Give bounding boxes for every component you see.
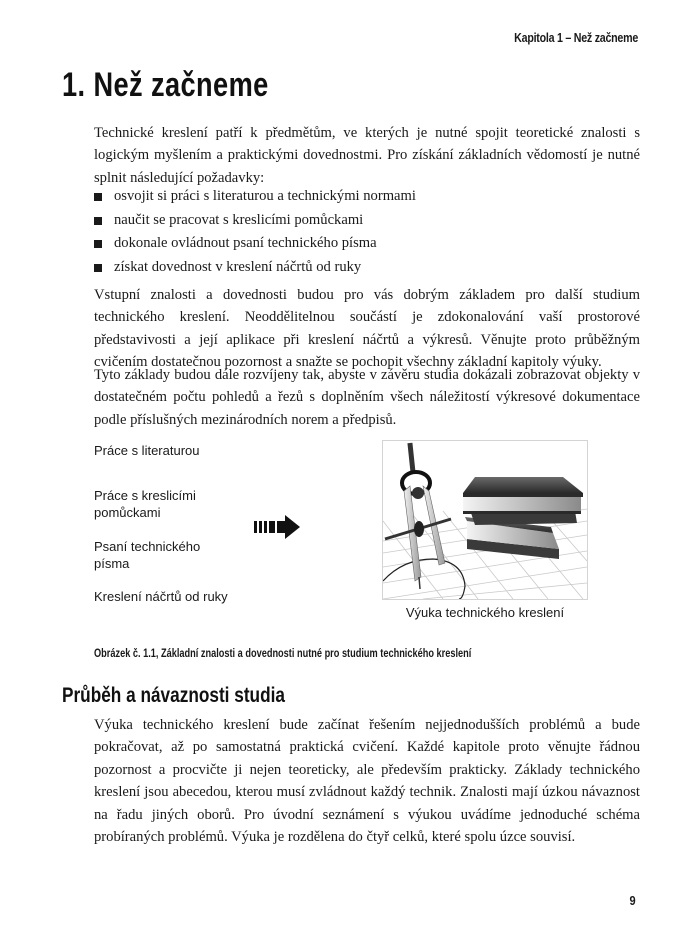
- list-item-text: dokonale ovládnout psaní technického písma: [114, 235, 377, 251]
- illustration-caption: Výuka technického kreslení: [405, 605, 565, 620]
- square-bullet-icon: [94, 193, 102, 201]
- list-item: [94, 232, 416, 256]
- intro-paragraph: Technické kreslení patří k předmětům, ve kterých je nutné spojit teoretické znalosti s logickým myšlením a praktickými dovednostmi. Pro získání základních vědomostí je nutné splnit následující požadavky:: [94, 125, 640, 186]
- chapter-title: 1. Než začneme: [62, 66, 269, 104]
- list-item: [94, 209, 416, 233]
- list-item-text: získat dovednost v kreslení náčrtů od ruky: [114, 258, 362, 275]
- figure-skill-item: Práce s literaturou: [94, 443, 200, 458]
- list-item: [94, 185, 416, 209]
- square-bullet-icon: [94, 264, 102, 272]
- illustration-graphic: [383, 441, 587, 599]
- paragraph-development: Tyto základy budou dále rozvíjeny tak, abyste v závěru studia dokázali zobrazovat objekty v dostatečném počtu pohledů a řezů s doplněním všech náležitostí výkresové dokumentace podle příslušných mezinárodních norem a předpisů.: [94, 367, 640, 428]
- figure-1-1: [94, 430, 614, 630]
- compass-and-books-illustration: [382, 440, 588, 600]
- list-item-text: naučit se pracovat s kreslicími pomůckami: [114, 211, 364, 228]
- figure-skill-item: Kreslení náčrtů od ruky: [94, 589, 228, 604]
- section-title: Průběh a návaznosti studia: [62, 684, 285, 707]
- square-bullet-icon: [94, 240, 102, 248]
- square-bullet-icon: [94, 217, 102, 225]
- figure-skill-item: Psaní technického písma: [94, 539, 201, 571]
- dashed-right-arrow-icon: [254, 514, 302, 540]
- page-number: 9: [629, 893, 636, 908]
- figure-caption: Obrázek č. 1.1, Základní znalosti a dovednosti nutné pro studium technického kreslení: [94, 648, 472, 660]
- running-head: Kapitola 1 – Než začneme: [514, 30, 638, 45]
- list-item: [94, 256, 416, 280]
- paragraph-skills: Vstupní znalosti a dovednosti budou pro vás dobrým základem pro další studium technického kreslení. Neoddělitelnou součástí je zdokonalování vaší prostorové představivosti a její aplikace při kreslení náčrtů a výkresů. Věnujte proto průběžným cvičením dostatečnou pozornost a snažte se pochopit všechny základní kapitoly výuky.: [94, 287, 640, 371]
- list-item-text: osvojit si práci s literaturou a technickými normami: [114, 188, 416, 204]
- figure-skill-item: Práce s kreslicími pomůckami: [94, 488, 196, 520]
- requirements-list: [94, 185, 416, 279]
- paragraph-study-progress: Výuka technického kreslení bude začínat řešením nejjednodušších problémů a bude pokračovat, až po samostatná praktická cvičení. Každé kapitole proto věnujte řádnou pozornost a procvičte ji nejen teoreticky, ale především prakticky. Základy technického kreslení jsou abecedou, kterou musí zvládnout každý technik. Znalosti mají úzkou návaznost na řadu jiných oborů. Pro úvodní seznámení s výukou uvádíme jednoduché schéma probíraných problémů. Výuka je rozdělena do čtyř celků, které spolu úzce souvisí.: [94, 717, 640, 846]
